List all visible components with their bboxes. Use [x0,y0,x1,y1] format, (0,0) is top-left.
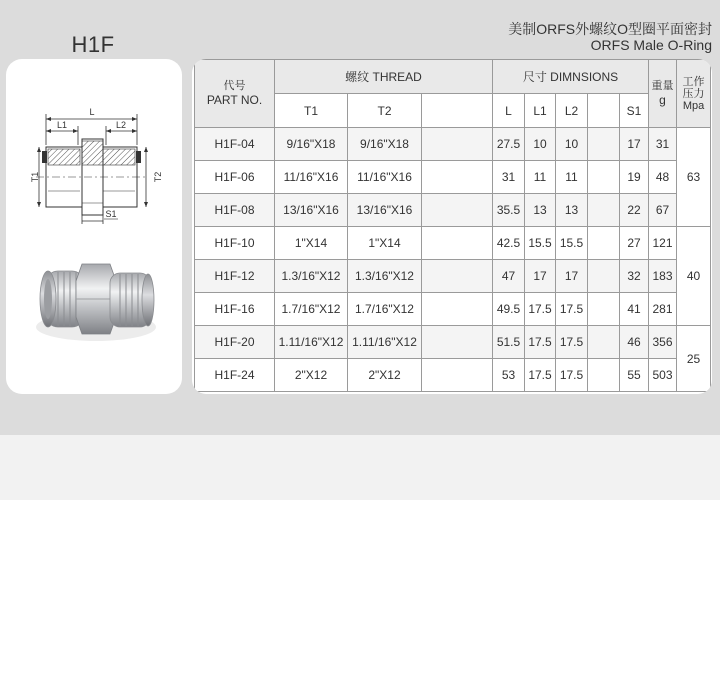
cell-pressure: 63 [677,128,711,227]
cell-weight: 31 [649,128,677,161]
cell-t1: 13/16"X16 [275,194,348,227]
cell-l2: 17.5 [556,359,588,392]
header-dim-blank [588,94,620,128]
cell-l: 49.5 [493,293,525,326]
cell-pressure: 25 [677,326,711,392]
cell-l1: 13 [525,194,556,227]
cell-l: 53 [493,359,525,392]
product-figure-card [6,59,182,394]
cell-l2: 15.5 [556,227,588,260]
header-thread-blank [422,94,493,128]
cell-l: 31 [493,161,525,194]
header-t2: T2 [348,94,422,128]
table-row [195,227,711,260]
cell-t2: 1"X14 [348,227,422,260]
drawing-label-l: L [89,107,95,117]
header-pressure-unit: Mpa [682,99,705,112]
cell-blank [422,326,493,359]
cell-blank [588,227,620,260]
drawing-label-s1: S1 [105,209,117,219]
header-s1: S1 [620,94,649,128]
cell-l1: 17.5 [525,359,556,392]
cell-s1: 27 [620,227,649,260]
cell-l2: 10 [556,128,588,161]
cell-l1: 17 [525,260,556,293]
header-dimensions: 尺寸 DIMNSIONS [493,60,649,94]
cell-l: 47 [493,260,525,293]
drawing-label-l1: L1 [56,120,68,130]
cell-blank [588,293,620,326]
cell-part: H1F-10 [195,227,275,260]
technical-drawing [30,107,163,224]
cell-part: H1F-06 [195,161,275,194]
header-pressure-line1: 工作 [682,75,705,88]
cell-t2: 11/16"X16 [348,161,422,194]
header-weight-cn: 重量 [651,80,674,92]
table-row [195,293,711,326]
header-part-no [195,60,275,128]
cell-s1: 46 [620,326,649,359]
cell-t2: 1.7/16"X12 [348,293,422,326]
cell-l2: 17.5 [556,293,588,326]
header-l1: L1 [525,94,556,128]
cell-part: H1F-12 [195,260,275,293]
cell-l2: 17 [556,260,588,293]
bottom-band [0,435,720,500]
cell-part: H1F-20 [195,326,275,359]
cell-t1: 1"X14 [275,227,348,260]
product-figures [6,59,182,394]
cell-blank [422,359,493,392]
cell-blank [588,359,620,392]
table-row [195,194,711,227]
cell-s1: 55 [620,359,649,392]
header-part-cn: 代号 [223,80,246,92]
cell-l: 51.5 [493,326,525,359]
cell-weight: 183 [649,260,677,293]
cell-l2: 11 [556,161,588,194]
product-heading [508,21,712,53]
cell-blank [422,227,493,260]
cell-t1: 1.7/16"X12 [275,293,348,326]
cell-part: H1F-04 [195,128,275,161]
cell-t1: 2"X12 [275,359,348,392]
cell-s1: 22 [620,194,649,227]
cell-blank [422,161,493,194]
cell-l: 42.5 [493,227,525,260]
heading-en: ORFS Male O-Ring [590,37,712,53]
cell-l1: 17.5 [525,326,556,359]
cell-s1: 32 [620,260,649,293]
cell-weight: 67 [649,194,677,227]
cell-t1: 1.3/16"X12 [275,260,348,293]
drawing-label-t1: T1 [30,171,40,183]
cell-t2: 1.11/16"X12 [348,326,422,359]
header-l: L [493,94,525,128]
cell-t2: 2"X12 [348,359,422,392]
cell-blank [422,128,493,161]
cell-t2: 13/16"X16 [348,194,422,227]
table-row [195,326,711,359]
table-row [195,161,711,194]
table-row [195,260,711,293]
model-code: H1F [71,32,115,57]
cell-t1: 11/16"X16 [275,161,348,194]
header-pressure-line2: 压力 [682,87,705,100]
heading-cn: 美制ORFS外螺纹O型圈平面密封 [508,21,712,37]
cell-t1: 9/16"X18 [275,128,348,161]
cell-blank [588,326,620,359]
cell-part: H1F-16 [195,293,275,326]
cell-part: H1F-24 [195,359,275,392]
cell-l1: 11 [525,161,556,194]
header-weight-unit: g [659,93,666,107]
cell-blank [422,260,493,293]
cell-pressure: 40 [677,227,711,326]
header-t1: T1 [275,94,348,128]
header-thread: 螺纹 THREAD [275,60,493,94]
header-weight [649,60,677,128]
cell-t1: 1.11/16"X12 [275,326,348,359]
cell-l1: 15.5 [525,227,556,260]
table-row [195,128,711,161]
cell-blank [588,260,620,293]
cell-part: H1F-08 [195,194,275,227]
drawing-label-t2: T2 [153,171,163,183]
cell-weight: 121 [649,227,677,260]
cell-l: 27.5 [493,128,525,161]
cell-weight: 356 [649,326,677,359]
cell-t2: 9/16"X18 [348,128,422,161]
cell-blank [422,194,493,227]
header-l2: L2 [556,94,588,128]
cell-s1: 41 [620,293,649,326]
cell-blank [422,293,493,326]
cell-s1: 19 [620,161,649,194]
header-part-en: PART NO. [206,93,263,107]
cell-l: 35.5 [493,194,525,227]
table-row [195,359,711,392]
drawing-label-l2: L2 [115,120,127,130]
cell-l1: 17.5 [525,293,556,326]
spec-table-card [192,59,712,394]
cell-weight: 503 [649,359,677,392]
cell-t2: 1.3/16"X12 [348,260,422,293]
cell-l2: 17.5 [556,326,588,359]
cell-blank [588,194,620,227]
cell-blank [588,128,620,161]
cell-l1: 10 [525,128,556,161]
cell-blank [588,161,620,194]
cell-weight: 48 [649,161,677,194]
cell-l2: 13 [556,194,588,227]
spec-table [194,59,711,392]
cell-s1: 17 [620,128,649,161]
header-pressure [677,60,711,128]
product-photo [36,264,156,341]
cell-weight: 281 [649,293,677,326]
